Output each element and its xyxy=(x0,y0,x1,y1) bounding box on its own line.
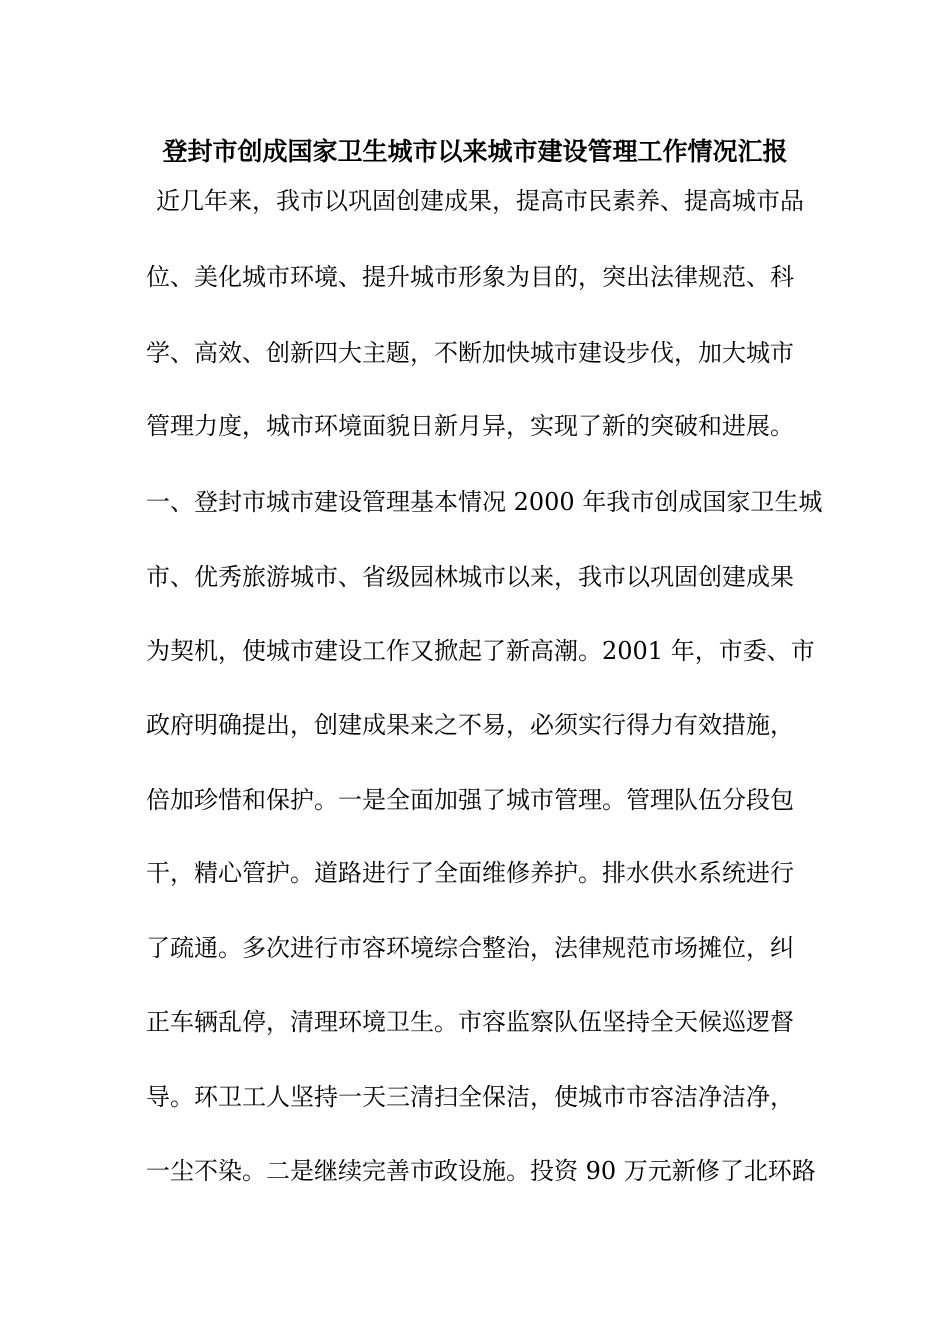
paragraph-line: 正车辆乱停，清理环境卫生。市容监察队伍坚持全天候巡逻督 xyxy=(146,1008,794,1036)
paragraph-line: 位、美化城市环境、提升城市形象为目的，突出法律规范、科 xyxy=(146,263,794,291)
paragraph-line: 学、高效、创新四大主题，不断加快城市建设步伐，加大城市 xyxy=(146,339,794,367)
paragraph-line: 近几年来，我市以巩固创建成果，提高市民素养、提高城市品 xyxy=(156,187,804,215)
document-title: 登封市创成国家卫生城市以来城市建设管理工作情况汇报 xyxy=(162,137,788,166)
paragraph-line: 了疏通。多次进行市容环境综合整治，法律规范市场摊位，纠 xyxy=(146,934,794,962)
paragraph-line: 市、优秀旅游城市、省级园林城市以来，我市以巩固创建成果 xyxy=(146,563,794,591)
paragraph-line: 导。环卫工人坚持一天三清扫全保洁，使城市市容洁净洁净， xyxy=(146,1083,794,1111)
paragraph-line: 为契机，使城市建设工作又掀起了新高潮。2001 年，市委、市 xyxy=(146,637,815,665)
paragraph-line: 倍加珍惜和保护。一是全面加强了城市管理。管理队伍分段包 xyxy=(146,786,794,814)
paragraph-line: 管理力度，城市环境面貌日新月异，实现了新的突破和进展。 xyxy=(146,412,794,440)
section-heading-line: 一、登封市城市建设管理基本情况 2000 年我市创成国家卫生城 xyxy=(146,488,823,516)
paragraph-line: 一尘不染。二是继续完善市政设施。投资 90 万元新修了北环路 xyxy=(146,1157,816,1185)
paragraph-line: 政府明确提出，创建成果来之不易，必须实行得力有效措施， xyxy=(146,711,794,739)
paragraph-line: 干，精心管护。道路进行了全面维修养护。排水供水系统进行 xyxy=(146,859,794,887)
